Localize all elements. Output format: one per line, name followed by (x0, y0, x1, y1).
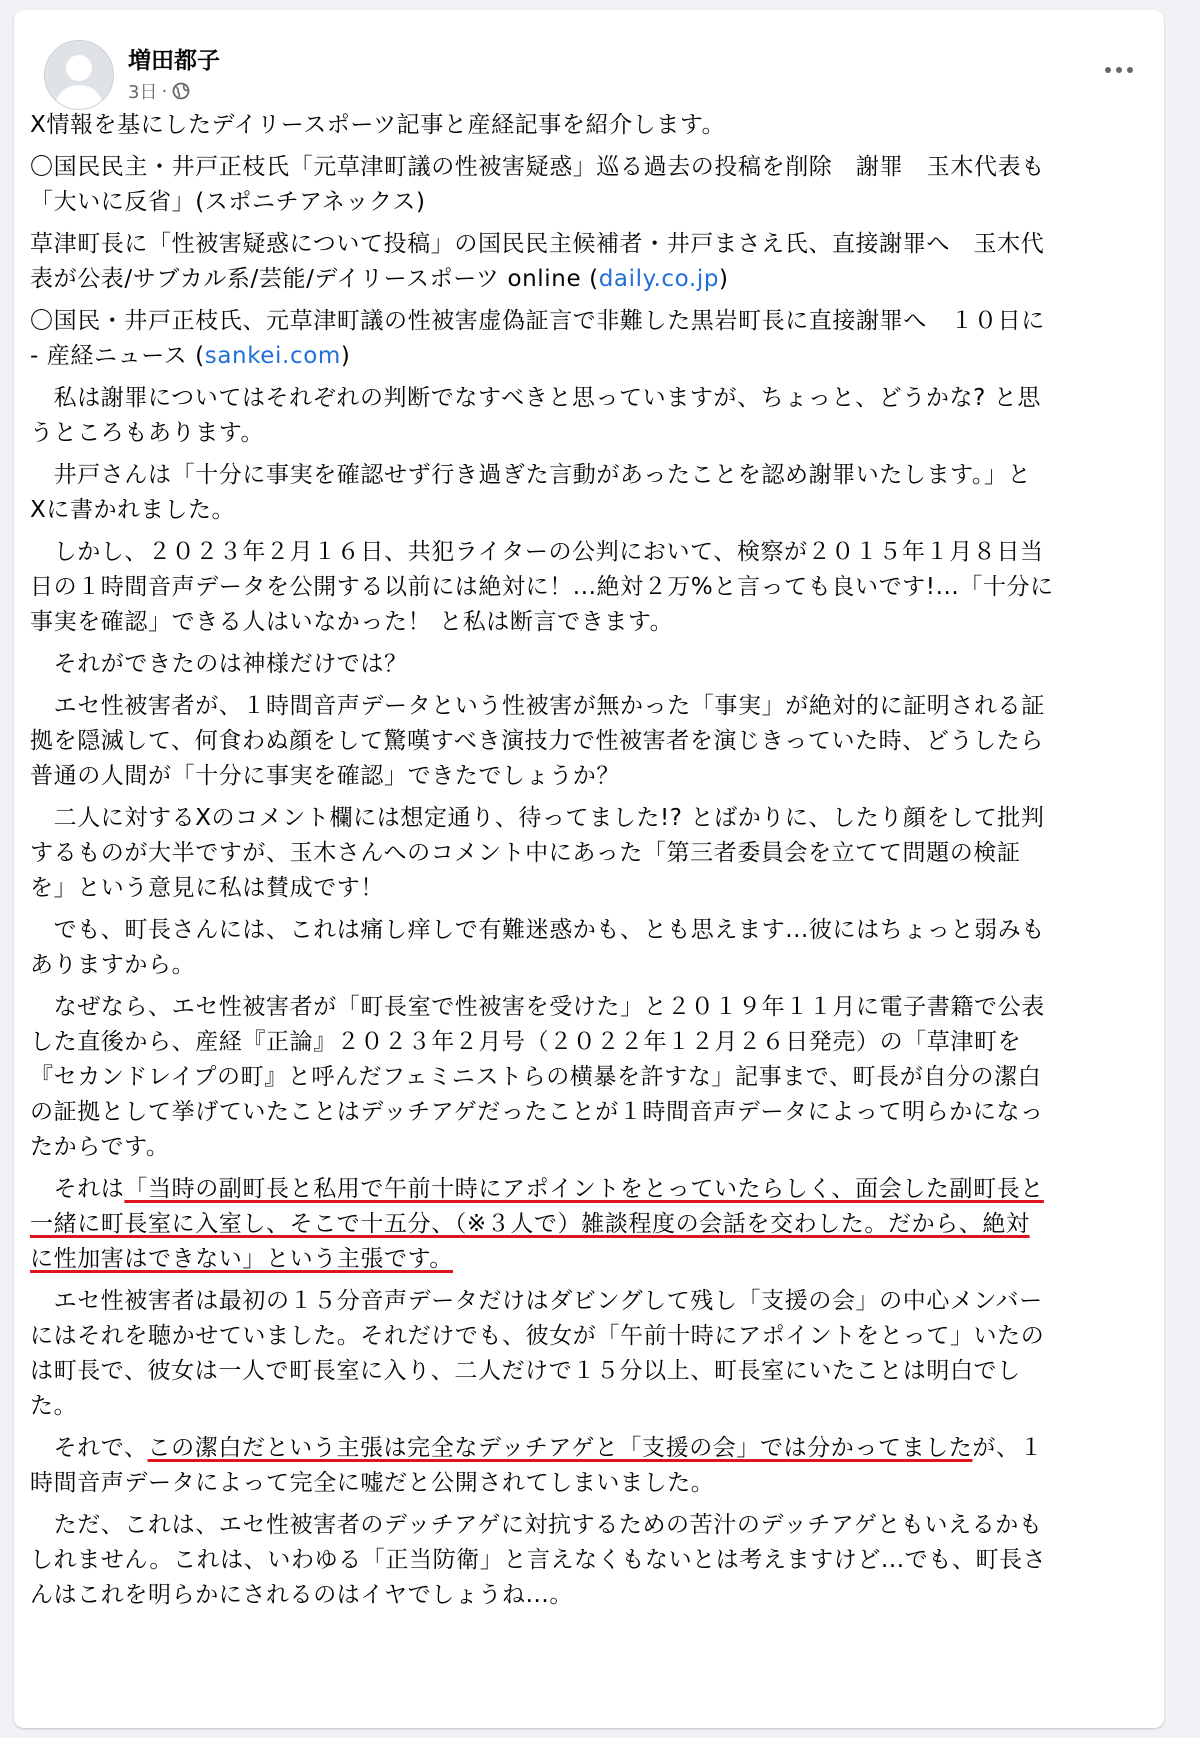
paragraph-line: 時間音声データによって完全に嘘だと公開されてしまいました。 (30, 1470, 715, 1496)
default-avatar-icon (45, 41, 113, 109)
sankei-link[interactable]: sankei.com (204, 343, 341, 369)
paragraph-line: しかし、２０２３年２月１６日、共犯ライターの公判において、検察が２０１５年１月８日当 (30, 539, 1044, 565)
paragraph-line: した直後から、産経『正論』２０２３年２月号（２０２２年１２月２６日発売）の「草津町を (30, 1029, 1022, 1055)
paragraph-line: X情報を基にしたデイリースポーツ記事と産経記事を紹介します。 (30, 112, 726, 138)
paragraph-line: 拠を隠滅して、何食わぬ顔をして驚嘆すべき演技力で性被害者を演じきっていた時、どうしたら (30, 728, 1044, 754)
paragraph-line: の証拠として挙げていたことはデッチアゲだったことが１時間音声データによって明らかになっ (30, 1099, 1044, 1125)
paragraph-line: うところもあります。 (30, 420, 265, 446)
post-paragraph (30, 801, 1160, 906)
post-paragraph (30, 647, 1160, 682)
paragraph-line: それで、 (30, 1435, 148, 1461)
paragraph-line: 表が公表/サブカル系/芸能/デイリースポーツ online ( (30, 266, 599, 292)
post-timestamp[interactable]: 3日 (128, 82, 158, 103)
paragraph-line: 二人に対するXのコメント欄には想定通り、待ってました!? とばかりに、したり顔をして批判 (30, 805, 1045, 831)
paragraph-line: エセ性被害者は最初の１５分音声データだけはダビングして残し「支援の会」の中心メンバー (30, 1288, 1043, 1314)
paragraph-line: たからです。 (30, 1134, 170, 1160)
post-paragraph (30, 1431, 1160, 1501)
post-paragraph (30, 381, 1160, 451)
post-paragraph (30, 1284, 1160, 1424)
paragraph-line: しれません。これは、いわゆる「正当防衛」と言えなくもないとは考えますけど...でも、町長さ (30, 1547, 1047, 1573)
paragraph-line: 「大いに反省」(スポニチアネックス) (30, 189, 426, 215)
post-paragraph (30, 535, 1160, 640)
paragraph-line: 『セカンドレイプの町』と呼んだフェミニストらの横暴を許すな」記事まで、町長が自分の潔白 (30, 1064, 1042, 1090)
post-paragraph (30, 227, 1160, 297)
post-paragraph (30, 1172, 1160, 1277)
paragraph-line: 日の１時間音声データを公開する以前には絶対に！...絶対２万%と言っても良いです!...「十分に (30, 574, 1054, 600)
underlined-text: この潔白だという主張は完全なデッチアゲと「支援の会」では分かってました (147, 1435, 973, 1461)
author-name[interactable]: 増田都子 (128, 48, 220, 74)
daily-link[interactable]: daily.co.jp (598, 266, 720, 292)
paragraph-line: が、１ (972, 1435, 1044, 1461)
paragraph-line: エセ性被害者が、１時間音声データという性被害が無かった「事実」が絶対的に証明される証 (30, 693, 1045, 719)
post-paragraph (30, 913, 1160, 983)
paragraph-line: 普通の人間が「十分に事実を確認」できたでしょうか？ (30, 763, 620, 789)
paragraph-line: するものが大半ですが、玉木さんへのコメント中にあった「第三者委員会を立てて問題の検証 (30, 840, 1021, 866)
paragraph-line: にはそれを聴かせていました。それだけでも、彼女が「午前十時にアポイントをとって」いたの (30, 1323, 1045, 1349)
more-options-button[interactable] (1096, 50, 1142, 90)
paragraph-line: - 産経ニュース ( (30, 343, 205, 369)
post-meta (128, 78, 191, 104)
post-body (30, 108, 1160, 1620)
paragraph-line: ) (340, 343, 351, 369)
post-paragraph (30, 689, 1160, 794)
paragraph-line: は町長で、彼女は一人で町長室に入り、二人だけで１５分以上、町長室にいたことは明白でし (30, 1358, 1021, 1384)
paragraph-line: それは (30, 1176, 125, 1202)
underlined-text: に性加害はできない」という主張です。 (30, 1246, 453, 1272)
paragraph-line: でも、町長さんには、これは痛し痒しで有難迷惑かも、とも思えます...彼にはちょっと弱みも (30, 917, 1045, 943)
paragraph-line: ) (719, 266, 729, 292)
paragraph-line: た。 (30, 1393, 78, 1419)
paragraph-line: ありますから。 (30, 952, 196, 978)
paragraph-line: んはこれを明らかにされるのはイヤでしょうね...。 (30, 1582, 573, 1608)
paragraph-line: 事実を確認」できる人はいなかった！ と私は断言できます。 (30, 609, 674, 635)
author-avatar[interactable] (44, 40, 114, 110)
globe-icon[interactable] (171, 81, 191, 101)
post-header (30, 30, 1148, 102)
post-paragraph (30, 108, 1160, 143)
paragraph-line: 〇国民・井戸正枝氏、元草津町議の性被害虚偽証言で非難した黒岩町長に直接謝罪へ １０日に (30, 308, 1045, 334)
paragraph-line: 草津町長に「性被害疑惑について投稿」の国民民主候補者・井戸まさえ氏、直接謝罪へ 玉木代 (30, 231, 1045, 257)
post-paragraph (30, 304, 1160, 374)
paragraph-line: を」という意見に私は賛成です！ (30, 875, 384, 901)
post-paragraph (30, 150, 1160, 220)
paragraph-line: 井戸さんは「十分に事実を確認せず行き過ぎた言動があったことを認め謝罪いたします。」と (30, 462, 1032, 488)
paragraph-line: ただ、これは、エセ性被害者のデッチアゲに対抗するための苦汁のデッチアゲともいえるかも (30, 1512, 1043, 1538)
paragraph-line: それができたのは神様だけでは？ (30, 651, 408, 677)
paragraph-line: なぜなら、エセ性被害者が「町長室で性被害を受けた」と２０１９年１１月に電子書籍で公表 (30, 994, 1045, 1020)
underlined-text: 「当時の副町長と私用で午前十時にアポイントをとっていたらしく、面会した副町長と (124, 1176, 1044, 1202)
paragraph-line: Xに書かれました。 (30, 497, 236, 523)
post-paragraph (30, 990, 1160, 1165)
underlined-text: 一緒に町長室に入室し、そこで十五分、（※３人で）雑談程度の会話を交わした。だから、絶対 (30, 1211, 1030, 1237)
meta-separator: · (161, 80, 168, 102)
more-options-icon (1104, 66, 1134, 74)
post-card (14, 10, 1164, 1728)
paragraph-line: 私は謝罪についてはそれぞれの判断でなすべきと思っていますが、ちょっと、どうかな? と思 (30, 385, 1041, 411)
post-paragraph (30, 458, 1160, 528)
paragraph-line: 〇国民民主・井戸正枝氏「元草津町議の性被害疑惑」巡る過去の投稿を削除 謝罪 玉木代表も (30, 154, 1045, 180)
post-paragraph (30, 1508, 1160, 1613)
